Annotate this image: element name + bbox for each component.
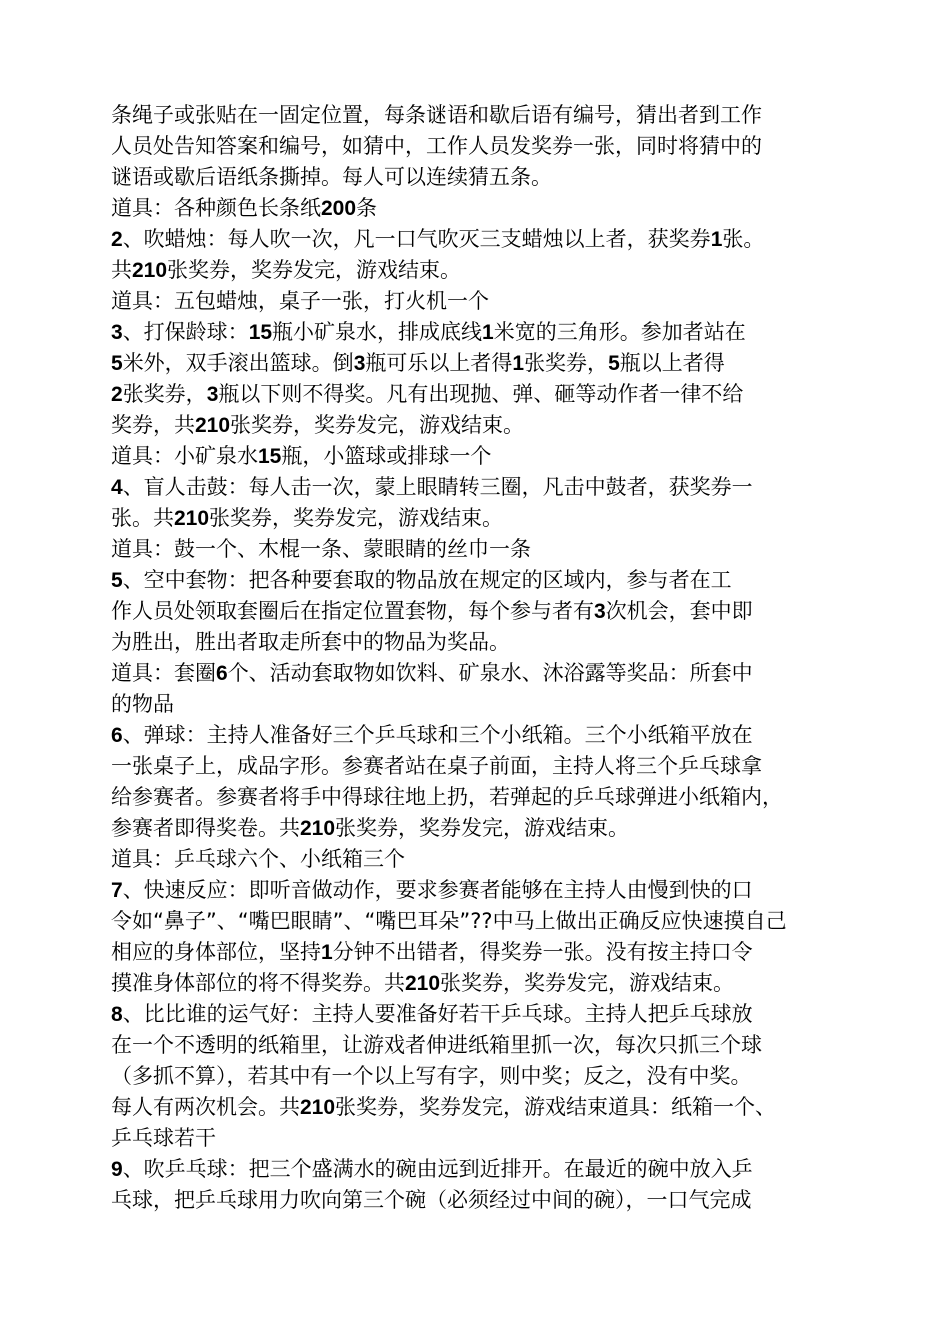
text-line: 在一个不透明的纸箱里，让游戏者伸进纸箱里抓一次，每次只抓三个球: [111, 1033, 762, 1057]
text-line: 2、吹蜡烛：每人吹一次，凡一口气吹灭三支蜡烛以上者，获奖券1张。: [111, 227, 765, 251]
text-line: 道具：各种颜色长条纸200条: [111, 196, 378, 220]
text-line: 奖券，共210张奖券，奖券发完，游戏结束。: [111, 413, 525, 437]
text-line: 给参赛者。参赛者将手中得球往地上扔，若弹起的乒乓球弹进小纸箱内，: [111, 785, 783, 809]
text-line: 道具：乒乓球六个、小纸箱三个: [111, 847, 405, 871]
text-line: 道具：五包蜡烛，桌子一张，打火机一个: [111, 289, 489, 313]
text-line: 为胜出，胜出者取走所套中的物品为奖品。: [111, 630, 510, 654]
text-line: 乓球，把乒乓球用力吹向第三个碗（必须经过中间的碗），一口气完成: [111, 1188, 752, 1212]
text-line: 7、快速反应：即听音做动作，要求参赛者能够在主持人由慢到快的口: [111, 878, 753, 902]
text-line: 道具：小矿泉水15瓶，小篮球或排球一个: [111, 444, 492, 468]
text-line: 的物品: [111, 692, 174, 716]
text-line: （多抓不算），若其中有一个以上写有字，则中奖；反之，没有中奖。: [111, 1064, 752, 1088]
text-line: 每人有两次机会。共210张奖券，奖券发完，游戏结束道具：纸箱一个、: [111, 1095, 777, 1119]
text-line: 相应的身体部位，坚持1分钟不出错者，得奖券一张。没有按主持口令: [111, 940, 753, 964]
text-line: 2张奖券，3瓶以下则不得奖。凡有出现抛、弹、砸等动作者一律不给: [111, 382, 744, 406]
text-line: 5、空中套物：把各种要套取的物品放在规定的区域内，参与者在工: [111, 568, 732, 592]
text-line: 道具：套圈6个、活动套取物如饮料、矿泉水、沐浴露等奖品：所套中: [111, 661, 753, 685]
text-line: 摸准身体部位的将不得奖券。共210张奖券，奖券发完，游戏结束。: [111, 971, 735, 995]
text-line: 4、盲人击鼓：每人击一次，蒙上眼睛转三圈，凡击中鼓者，获奖券一: [111, 475, 753, 499]
text-line: 5米外，双手滚出篮球。倒3瓶可乐以上者得1张奖券，5瓶以上者得: [111, 351, 725, 375]
text-line: 谜语或歇后语纸条撕掉。每人可以连续猜五条。: [111, 165, 552, 189]
text-line: 一张桌子上，成品字形。参赛者站在桌子前面，主持人将三个乒乓球拿: [111, 754, 762, 778]
text-line: 参赛者即得奖卷。共210张奖券，奖券发完，游戏结束。: [111, 816, 630, 840]
text-line: 共210张奖券，奖券发完，游戏结束。: [111, 258, 462, 282]
text-line: 8、比比谁的运气好：主持人要准备好若干乒乓球。主持人把乒乓球放: [111, 1002, 753, 1026]
text-line: 作人员处领取套圈后在指定位置套物，每个参与者有3次机会，套中即: [111, 599, 753, 623]
text-line: 人员处告知答案和编号，如猜中，工作人员发奖券一张，同时将猜中的: [111, 134, 762, 158]
text-line: 9、吹乒乓球：把三个盛满水的碗由远到近排开。在最近的碗中放入乒: [111, 1157, 753, 1181]
text-line: 条绳子或张贴在一固定位置，每条谜语和歇后语有编号，猜出者到工作: [111, 103, 762, 127]
text-line: 6、弹球：主持人准备好三个乒乓球和三个小纸箱。三个小纸箱平放在: [111, 723, 753, 747]
text-line: 令如“鼻子”、“嘴巴眼睛”、“嘴巴耳朵”??中马上做出正确反应快速摸自己: [111, 909, 787, 933]
text-line: 道具：鼓一个、木棍一条、蒙眼睛的丝巾一条: [111, 537, 531, 561]
text-line: 3、打保龄球：15瓶小矿泉水，排成底线1米宽的三角形。参加者站在: [111, 320, 746, 344]
document-body: [111, 100, 851, 1216]
text-line: 张。共210张奖券，奖券发完，游戏结束。: [111, 506, 504, 530]
text-line: 乒乓球若干: [111, 1126, 216, 1150]
